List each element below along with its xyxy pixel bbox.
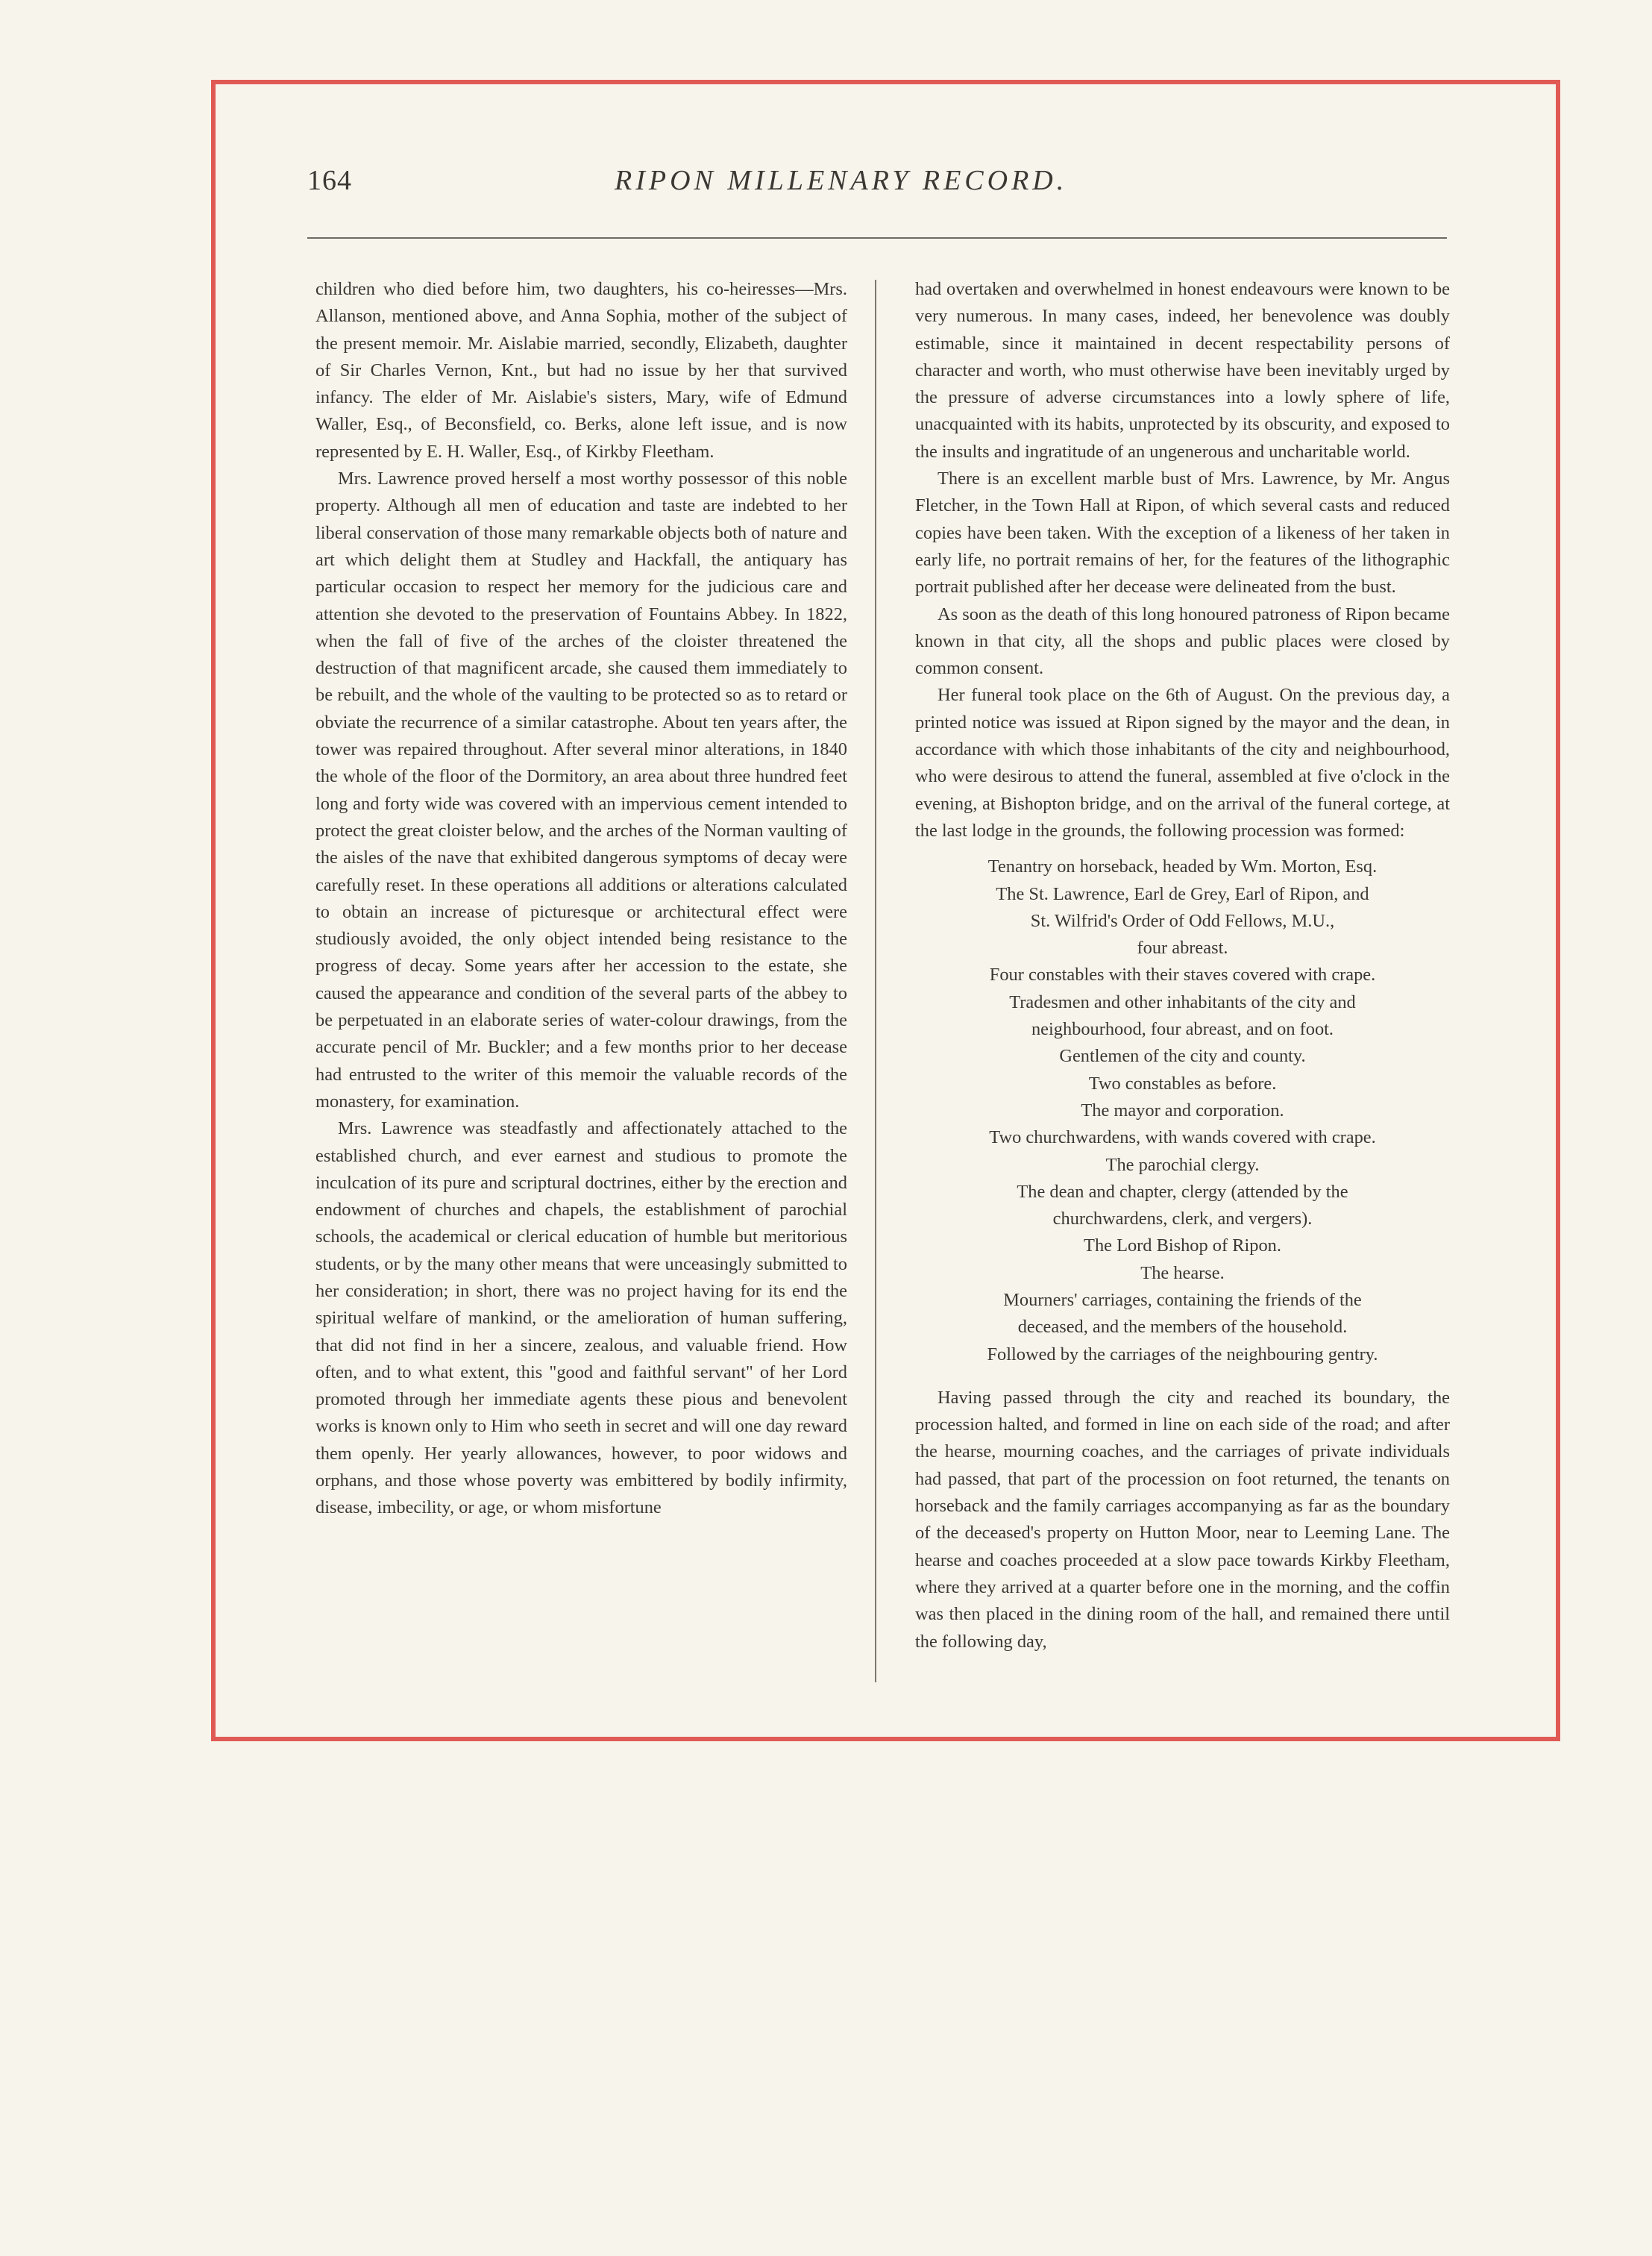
paragraph: Mrs. Lawrence proved herself a most worthy possessor of this noble property. Although all men of education and taste are indebted to her liberal conservation of those many remarkable objects both of nature and art which delight them at Studley and Hackfall, the antiquary has particular occasion to respect her memory for the judicious care and attention she devoted to the preservation of Fountains Abbey. In 1822, when the fall of five of the arches of the cloister threatened the destruction of that magnificent arcade, she caused them immediately to be rebuilt, and the whole of the vaulting to be protected so as to retard or obviate the recurrence of a similar catastrophe. About ten years after, the tower was repaired throughout. After several minor alterations, in 1840 the whole of the floor of the Dormitory, an area about three hundred feet long and forty wide was covered with an impervious cement intended to protect the great cloister below, and the arches of the Norman vaulting of the aisles of the nave that exhibited dangerous symptoms of decay were carefully reset. In these operations all additions or alterations calculated to obtain an increase of picturesque or architectural effect were studiously avoided, the only object intended being resistance to the progress of decay. Some years after her accession to the estate, she caused the appearance and condition of the several parts of the abbey to be perpetuated in an elaborate series of water-colour drawings, from the accurate pencil of Mr. Buckler; and a few months prior to her decease had entrusted to the writer of this memoir the valuable records of the monastery, for examination.	[315, 469, 847, 1112]
header-rule	[307, 237, 1447, 239]
paragraph: Mrs. Lawrence was steadfastly and affectionately attached to the established church, and ever earnest and studious to promote the inculcation of its pure and scriptural doctrines, either by the erection and endowment of churches and chapels, the establishment of parochial schools, the academical or clerical education of humble but meritorious students, or by the many other means that were unceasingly submitted to her consideration; in short, there was no project having for its end the spiritual welfare of mankind, or the amelioration of human suffering, that did not find in her a sincere, zealous, and valuable friend. How often, and to what extent, this "good and faithful servant" of her Lord promoted through her immediate agents these pious and benevolent works is known only to Him who seeth in secret and will one day reward them openly. Her yearly allowances, however, to poor widows and orphans, and those whose poverty was embittered by bodily infirmity, disease, imbecility, or age, or whom misfortune	[315, 1118, 847, 1518]
paragraph: Having passed through the city and reached its boundary, the procession halted, and formed in line on each side of the road; and after the hearse, mourning coaches, and the carriages of private individuals had passed, that part of the procession on foot returned, the tenants on horseback and the family carriages accompanying as far as the boundary of the deceased's property on Hutton Moor, near to Leeming Lane. The hearse and coaches proceeded at a slow pace towards Kirkby Fleetham, where they arrived at a quarter before one in the morning, and the coffin was then placed in the dining room of the hall, and remained there until the following day,	[915, 1387, 1450, 1652]
procession-line: deceased, and the members of the household.	[1017, 1317, 1348, 1338]
procession-line: The hearse.	[1140, 1262, 1225, 1283]
procession-line: The Lord Bishop of Ripon.	[1084, 1235, 1281, 1256]
procession-line: St. Wilfrid's Order of Odd Fellows, M.U.,	[1030, 910, 1335, 931]
running-title: RIPON MILLENARY RECORD.	[615, 165, 1068, 196]
right-column	[915, 276, 1450, 1977]
paragraph: There is an excellent marble bust of Mrs. Lawrence, by Mr. Angus Fletcher, in the Town Hall at Ripon, of which several casts and reduced copies have been taken. With the exception of a likeness of her taken in early life, no portrait remains of her, for the features of the lithographic portrait published after her decease were delineated from the bust.	[915, 469, 1450, 598]
page-number: 164	[307, 165, 352, 196]
procession-line: neighbourhood, four abreast, and on foot.	[1031, 1019, 1334, 1040]
procession-line: Mourners' carriages, containing the friends of the	[1003, 1289, 1362, 1310]
paragraph: had overtaken and overwhelmed in honest endeavours were known to be very numerous. In many cases, indeed, her benevolence was doubly estimable, since it maintained in decent respectability persons of character and worth, who must otherwise have been inevitably urged by the pressure of adverse circumstances into a lowly sphere of life, unacquainted with its habits, unprotected by its obscurity, and exposed to the insults and ingratitude of an ungenerous and uncharitable world.	[915, 279, 1450, 462]
procession-line: The St. Lawrence, Earl de Grey, Earl of Ripon, and	[996, 883, 1369, 904]
paragraph: children who died before him, two daughters, his co-heiresses—Mrs. Allanson, mentioned above, and Anna Sophia, mother of the subject of the present memoir. Mr. Aislabie married, secondly, Elizabeth, daughter of Sir Charles Vernon, Knt., but had no issue by her that survived infancy. The elder of Mr. Aislabie's sisters, Mary, wife of Edmund Waller, Esq., of Beconsfield, co. Berks, alone left issue, and is now represented by E. H. Waller, Esq., of Kirkby Fleetham.	[315, 279, 847, 462]
procession-line: Two constables as before.	[1088, 1073, 1277, 1094]
procession-line: churchwardens, clerk, and vergers).	[1052, 1209, 1313, 1229]
procession-line: The parochial clergy.	[1105, 1154, 1260, 1175]
procession-line: The dean and chapter, clergy (attended by the	[1017, 1181, 1348, 1202]
page-header	[307, 164, 1447, 209]
procession-line: The mayor and corporation.	[1081, 1100, 1284, 1121]
procession-line: Two churchwardens, with wands covered with crape.	[989, 1127, 1376, 1148]
procession-line: Tenantry on horseback, headed by Wm. Morton, Esq.	[987, 856, 1378, 877]
paragraph: As soon as the death of this long honoured patroness of Ripon became known in that city, all the shops and public places were closed by common consent.	[915, 604, 1450, 679]
procession-line: Four constables with their staves covered with crape.	[989, 965, 1376, 986]
left-column	[315, 276, 847, 1977]
column-divider	[875, 280, 876, 1682]
procession-line: four abreast.	[1137, 938, 1228, 959]
procession-list	[915, 853, 1450, 1368]
procession-line: Tradesmen and other inhabitants of the city and	[1009, 991, 1356, 1012]
procession-line: Followed by the carriages of the neighbouring gentry.	[987, 1344, 1378, 1364]
paragraph: Her funeral took place on the 6th of August. On the previous day, a printed notice was issued at Ripon signed by the mayor and the dean, in accordance with which those inhabitants of the city and neighbourhood, who were desirous to attend the funeral, assembled at five o'clock in the evening, at Bishopton bridge, and on the arrival of the funeral cortege, at the last lodge in the grounds, the following procession was formed:	[915, 685, 1450, 841]
procession-line: Gentlemen of the city and county.	[1059, 1046, 1306, 1067]
